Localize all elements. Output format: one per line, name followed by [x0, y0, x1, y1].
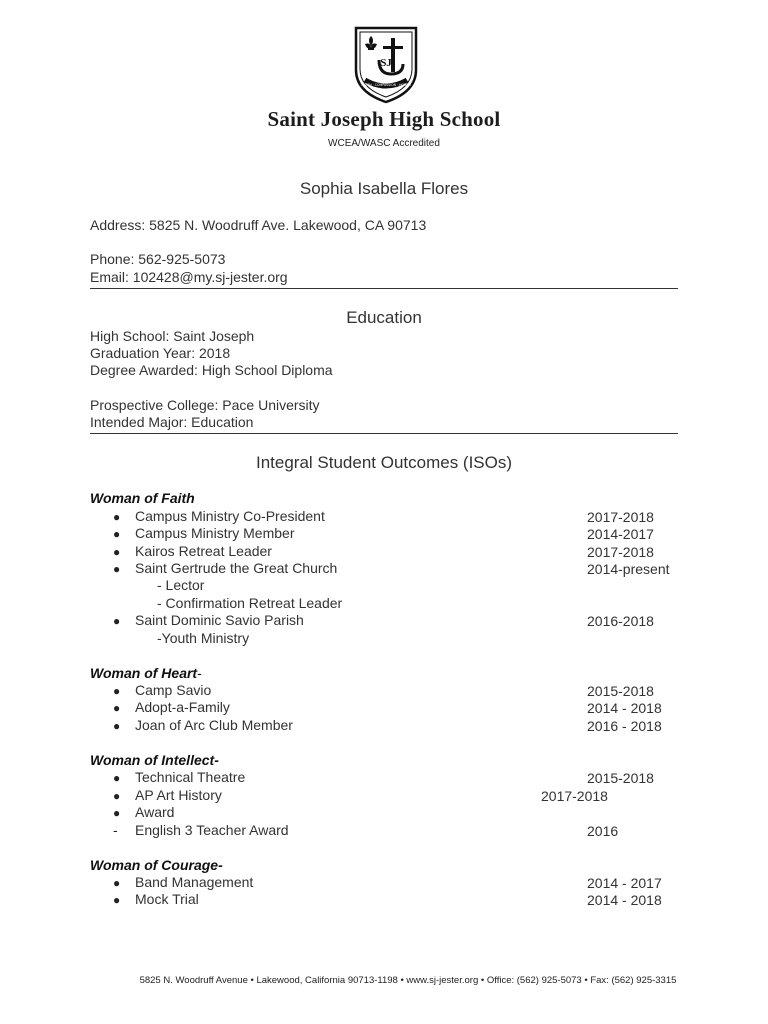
bullet: ● [113, 614, 121, 628]
list-item: Award [135, 804, 175, 820]
sub-item: - Confirmation Retreat Leader [157, 595, 343, 611]
bullet: ● [113, 806, 121, 820]
item-date: 2016-2018 [587, 613, 654, 629]
dash-marker: - [113, 822, 118, 838]
school-crest-logo [353, 26, 419, 104]
list-item: Technical Theatre [135, 769, 246, 785]
bullet: ● [113, 527, 121, 541]
list-item: Campus Ministry Member [135, 525, 295, 541]
bullet: ● [113, 510, 121, 524]
graduation-year-line: Graduation Year: 2018 [90, 345, 231, 361]
faith-heading: Woman of Faith [90, 490, 195, 506]
bullet: ● [113, 684, 121, 698]
list-item: Band Management [135, 874, 254, 890]
list-item: English 3 Teacher Award [135, 822, 289, 838]
footer-contact: 5825 N. Woodruff Avenue • Lakewood, California 90713-1198 • www.sj-jester.org • Office: (562) 925-5073 • Fax: (562) 925-3315 [139, 975, 677, 986]
list-item: Campus Ministry Co-President [135, 508, 325, 524]
divider [90, 433, 678, 434]
bullet: ● [113, 701, 121, 715]
item-date: 2016 [587, 823, 619, 839]
bullet: ● [113, 562, 121, 576]
crest-motto: TRUTH · COMPASSION · HONOR [360, 83, 412, 87]
address-line: Address: 5825 N. Woodruff Ave. Lakewood, CA 90713 [90, 217, 427, 233]
list-item: Mock Trial [135, 891, 199, 907]
item-date: 2015-2018 [587, 683, 654, 699]
item-date: 2014 - 2018 [587, 700, 662, 716]
high-school-line: High School: Saint Joseph [90, 328, 255, 344]
intellect-heading: Woman of Intellect- [90, 752, 219, 768]
intended-major-line: Intended Major: Education [90, 414, 254, 430]
accreditation-text: WCEA/WASC Accredited [328, 138, 440, 149]
school-name: Saint Joseph High School [267, 107, 501, 131]
degree-line: Degree Awarded: High School Diploma [90, 362, 333, 378]
item-date: 2014-2017 [587, 526, 654, 542]
sub-item: -Youth Ministry [157, 630, 250, 646]
student-name: Sophia Isabella Flores [299, 179, 469, 198]
phone-line: Phone: 562-925-5073 [90, 251, 226, 267]
list-item: Saint Gertrude the Great Church [135, 560, 338, 576]
item-date: 2017-2018 [587, 509, 654, 525]
email-line: Email: 102428@my.sj-jester.org [90, 269, 288, 285]
divider [90, 288, 678, 289]
item-date: 2015-2018 [587, 770, 654, 786]
list-item: Kairos Retreat Leader [135, 543, 272, 559]
bullet: ● [113, 876, 121, 890]
item-date: 2016 - 2018 [587, 718, 662, 734]
bullet: ● [113, 893, 121, 907]
list-item: Adopt-a-Family [135, 699, 230, 715]
item-date: 2017-2018 [587, 544, 654, 560]
bullet: ● [113, 789, 121, 803]
bullet: ● [113, 719, 121, 733]
item-date: 2014 - 2017 [587, 875, 662, 891]
list-item: Saint Dominic Savio Parish [135, 612, 304, 628]
isos-title: Integral Student Outcomes (ISOs) [255, 453, 513, 472]
courage-heading: Woman of Courage- [90, 857, 223, 873]
crest-letters: SJ [380, 57, 392, 69]
prospective-college-line: Prospective College: Pace University [90, 397, 320, 413]
item-date: 2014 - 2018 [587, 892, 662, 908]
list-item: Joan of Arc Club Member [135, 717, 293, 733]
list-item: AP Art History [135, 787, 222, 803]
item-date: 2017-2018 [541, 788, 608, 804]
bullet: ● [113, 545, 121, 559]
education-title: Education [346, 308, 422, 327]
heart-heading: Woman of Heart- [90, 665, 202, 681]
list-item: Camp Savio [135, 682, 212, 698]
sub-item: - Lector [157, 577, 205, 593]
item-date: 2014-present [587, 561, 670, 577]
bullet: ● [113, 771, 121, 785]
